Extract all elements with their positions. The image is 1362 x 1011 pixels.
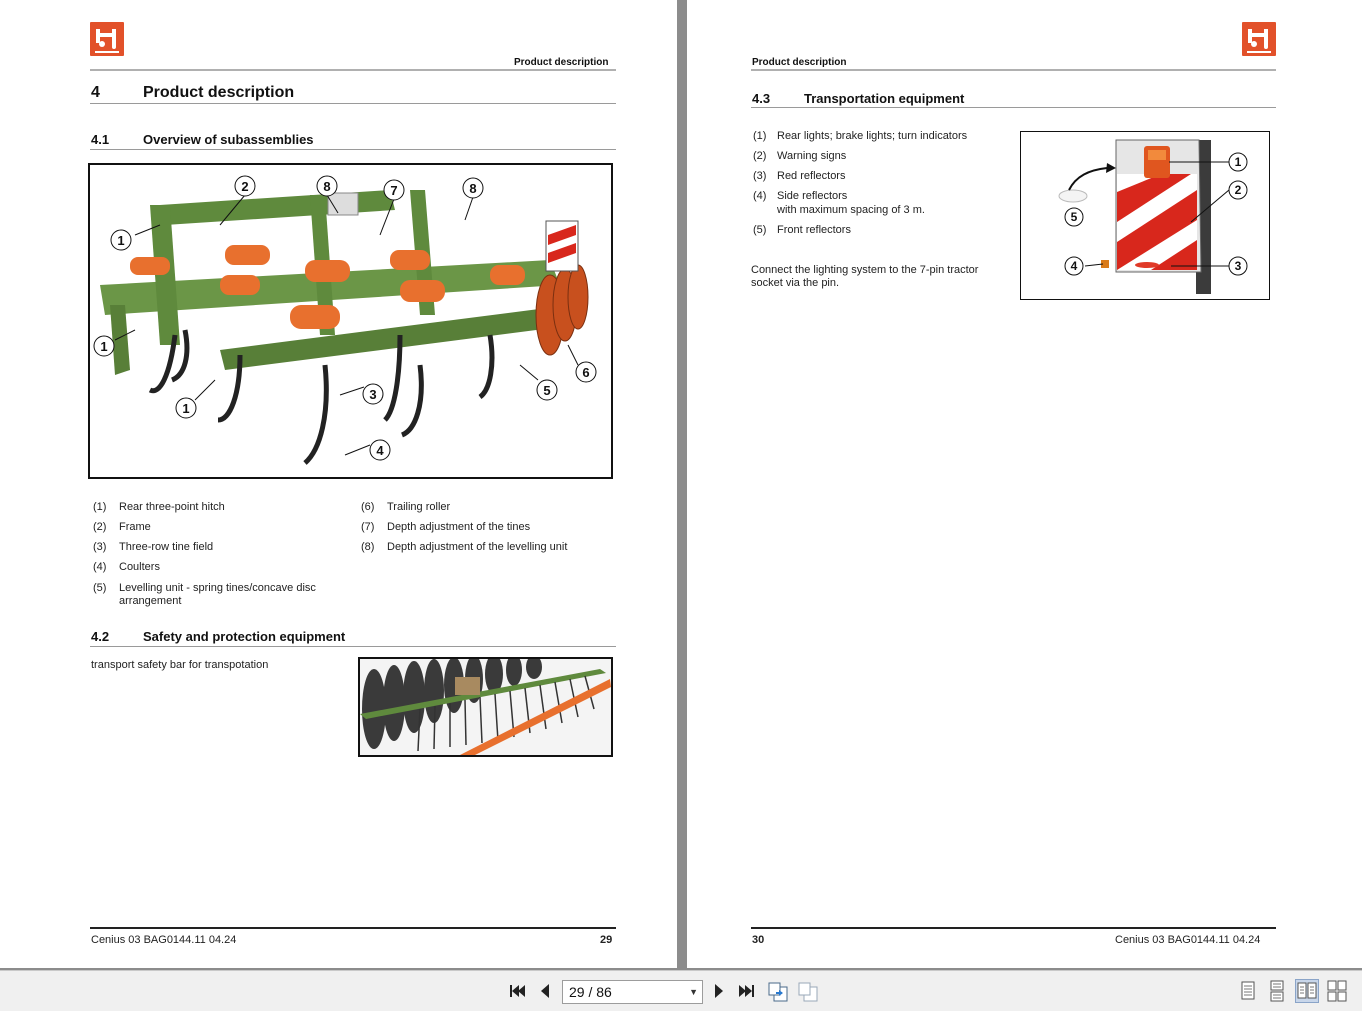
amazone-logo	[1242, 22, 1276, 56]
legend-number: (3)	[753, 170, 767, 182]
page-29	[0, 0, 677, 968]
callout-3: 3	[1234, 259, 1242, 273]
legend-item	[93, 582, 363, 608]
legend-number: (8)	[361, 541, 375, 553]
forward-view-button[interactable]	[796, 981, 820, 1009]
legend-item	[753, 150, 1013, 163]
footer-page-number: 29	[600, 934, 613, 946]
legend-item	[361, 521, 621, 534]
two-page-view-button[interactable]	[1295, 979, 1319, 1003]
callout-2: 2	[1234, 183, 1242, 197]
legend-number: (7)	[361, 521, 375, 533]
continuous-view-button[interactable]	[1265, 979, 1289, 1003]
dropdown-arrow-icon[interactable]: ▼	[689, 987, 698, 997]
section-number: 4.3	[752, 91, 771, 106]
callout-3: 3	[369, 387, 377, 402]
section-title: Overview of subassemblies	[143, 132, 314, 147]
callout-4: 4	[1070, 259, 1078, 273]
single-page-icon	[1236, 979, 1260, 1003]
legend-item	[361, 501, 621, 514]
last-page-icon	[737, 981, 757, 1001]
cultivator-figure	[88, 163, 613, 479]
legend-item	[93, 541, 363, 554]
legend-item	[93, 521, 363, 534]
next-page-button[interactable]	[709, 981, 729, 1007]
amazone-logo	[90, 22, 124, 56]
callout-5: 5	[543, 383, 551, 398]
next-page-icon	[709, 981, 729, 1001]
back-view-button[interactable]	[766, 981, 790, 1009]
two-page-icon	[1296, 980, 1318, 1002]
legend-text-continued: with maximum spacing of 3 m.	[777, 204, 925, 216]
navigation-toolbar	[0, 970, 1362, 1011]
two-page-continuous-view-button[interactable]	[1325, 979, 1349, 1003]
running-head: Product description	[514, 57, 609, 68]
callout-1b: 1	[100, 339, 108, 354]
legend-text: Depth adjustment of the levelling unit	[387, 541, 568, 553]
legend-number: (3)	[93, 541, 107, 553]
callout-2: 2	[241, 179, 249, 194]
footer-rule	[751, 927, 1276, 929]
section-number: 4.2	[91, 629, 110, 644]
chapter-rule	[90, 103, 616, 104]
legend-number: (1)	[753, 130, 767, 142]
footer-doc-id: Cenius 03 BAG0144.11 04.24	[1115, 934, 1261, 946]
previous-page-button[interactable]	[535, 981, 555, 1007]
first-page-button[interactable]	[506, 981, 528, 1007]
legend-item	[93, 561, 363, 574]
legend-number: (5)	[753, 224, 767, 236]
safety-text: transport safety bar for transpotation	[91, 659, 269, 671]
legend-text: Levelling unit - spring tines/concave disc arrangement	[119, 582, 316, 607]
legend-item	[753, 190, 1013, 218]
safety-bar-figure	[358, 657, 613, 757]
section-rule	[90, 149, 616, 150]
chapter-number: 4	[91, 84, 100, 101]
legend-text: Three-row tine field	[119, 541, 214, 553]
legend-item	[753, 224, 1013, 237]
first-page-icon	[507, 981, 527, 1001]
page-indicator: 29 / 86	[569, 984, 612, 1000]
legend-text: Trailing roller	[387, 501, 451, 513]
cultivator-illustration	[90, 165, 611, 477]
legend-text: Rear three-point hitch	[119, 501, 225, 513]
last-page-button[interactable]	[736, 981, 758, 1007]
callout-6: 6	[582, 365, 590, 380]
connect-text-line-2: socket via the pin.	[751, 277, 840, 289]
section-title: Transportation equipment	[804, 91, 965, 106]
chapter-title: Product description	[143, 84, 295, 101]
legend-text: Depth adjustment of the tines	[387, 521, 531, 533]
section-rule	[90, 646, 616, 647]
legend-item	[361, 541, 621, 554]
legend-item	[93, 501, 363, 514]
callout-4: 4	[376, 443, 384, 458]
legend-number: (4)	[753, 190, 767, 202]
section-number: 4.1	[91, 132, 110, 147]
legend-item	[753, 170, 1013, 183]
legend-text: Frame	[119, 521, 151, 533]
footer-doc-id: Cenius 03 BAG0144.11 04.24	[91, 934, 237, 946]
section-rule	[751, 107, 1276, 108]
callout-1: 1	[117, 233, 125, 248]
callout-8: 8	[323, 179, 331, 194]
legend-number: (5)	[93, 582, 107, 594]
running-head: Product description	[752, 57, 847, 68]
footer-page-number: 30	[752, 934, 765, 946]
callout-5: 5	[1070, 210, 1078, 224]
callout-7: 7	[390, 183, 398, 198]
legend-text: Front reflectors	[777, 224, 851, 236]
single-page-view-button[interactable]	[1236, 979, 1260, 1003]
legend-number: (2)	[93, 521, 107, 533]
legend-number: (4)	[93, 561, 107, 573]
legend-number: (2)	[753, 150, 767, 162]
footer-rule	[90, 927, 616, 929]
page-30	[687, 0, 1362, 968]
header-rule	[90, 69, 616, 71]
connect-text-line-1: Connect the lighting system to the 7-pin tractor	[751, 264, 979, 276]
callout-8b: 8	[469, 181, 477, 196]
legend-text: Warning signs	[777, 150, 847, 162]
header-rule	[751, 69, 1276, 71]
previous-page-icon	[535, 981, 555, 1001]
legend-number: (6)	[361, 501, 375, 513]
legend-item	[753, 130, 1013, 143]
lighting-unit-illustration	[1021, 132, 1269, 299]
forward-view-icon	[797, 981, 819, 1003]
two-page-continuous-icon	[1325, 979, 1349, 1003]
legend-text: Rear lights; brake lights; turn indicators	[777, 130, 968, 142]
page-number-input[interactable]	[562, 980, 703, 1004]
legend-text: Side reflectors	[777, 190, 848, 202]
lighting-figure	[1020, 131, 1270, 300]
legend-text: Red reflectors	[777, 170, 846, 182]
callout-1: 1	[1234, 155, 1242, 169]
callout-1c: 1	[182, 401, 190, 416]
legend-text: Coulters	[119, 561, 160, 573]
back-view-icon	[767, 981, 789, 1003]
legend-number: (1)	[93, 501, 107, 513]
section-title: Safety and protection equipment	[143, 629, 346, 644]
roller-safety-bar-illustration	[360, 659, 611, 755]
continuous-icon	[1265, 979, 1289, 1003]
